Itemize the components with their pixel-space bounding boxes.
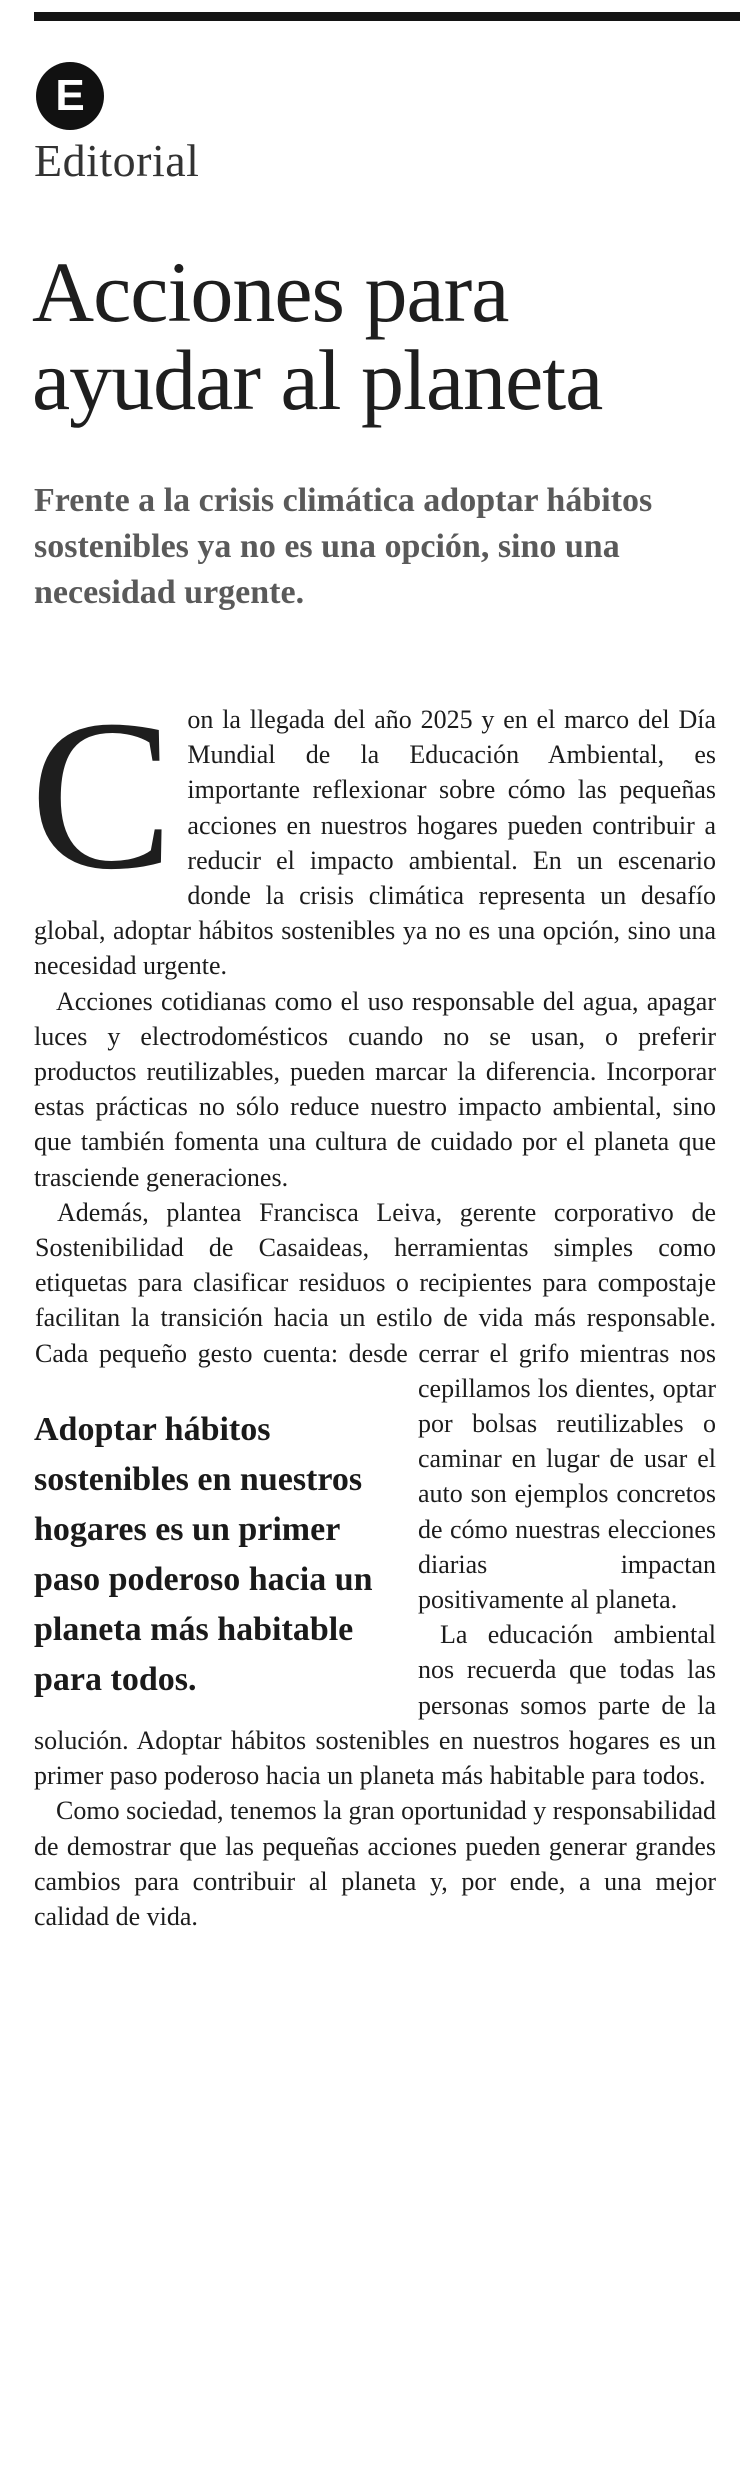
drop-cap: C <box>30 675 174 914</box>
body-paragraph: Como sociedad, tenemos la gran oportunidad y responsabilidad de demostrar que las pequeñas acciones pueden generar grandes cambios para contribuir al planeta y, por ende, a una mejor calidad de vida. <box>34 1796 716 1931</box>
body-paragraph <box>30 675 716 984</box>
body-paragraph: Además, plantea Francisca Leiva, gerente corporativo de Sostenibilidad de Casaideas, herramientas simples como etiquetas para clasificar residuos o recipientes para compostaje facilitan la transición hacia un estilo de vida más responsable. Cada pequeño gesto cuenta: desde cerrar el grifo mientras nos cepillamos los dientes, optar por bolsas reutilizables o caminar en lugar de usar el auto son ejemplos concretos de cómo nuestras elecciones diarias impactan positivamente al planeta. <box>35 1197 716 1615</box>
top-rule <box>34 12 740 21</box>
section-label: Editorial <box>34 135 200 186</box>
pull-quote: Adoptar hábitos sostenibles en nuestros hogares es un primer paso poderoso hacia un planeta más habitable para todos. <box>34 1410 373 1698</box>
editorial-badge: E <box>36 62 104 130</box>
body-paragraph: La educación ambiental nos recuerda que todas las personas somos parte de la solución. Adoptar hábitos sostenibles en nuestros hogares es un primer paso poderoso hacia un planeta más habitable para todos. <box>34 1620 716 1791</box>
article-body <box>30 675 716 1934</box>
body-paragraph: Acciones cotidianas como el uso responsable del agua, apagar luces y electrodomésticos cuando no se usan, o preferir productos reutilizables, pueden marcar la diferencia. Incorporar estas prácticas no sólo reduce nuestro impacto ambiental, sino que también fomenta una cultura de cuidado por el planeta que trasciende generaciones. <box>34 986 716 1192</box>
lead-paragraph: Frente a la crisis climática adoptar hábitos sostenibles ya no es una opción, sino una necesidad urgente. <box>34 482 653 611</box>
headline: Acciones para ayudar al planeta <box>32 244 603 428</box>
paragraph-text: on la llegada del año 2025 y en el marco del Día Mundial de la Educación Ambiental, es importante reflexionar sobre cómo las pequeñas acciones en nuestros hogares pueden contribuir a reducir el impacto ambiental. En un escenario donde la crisis climática representa un desafío global, adoptar hábitos sostenibles ya no es una opción, sino una necesidad urgente. <box>34 705 716 981</box>
